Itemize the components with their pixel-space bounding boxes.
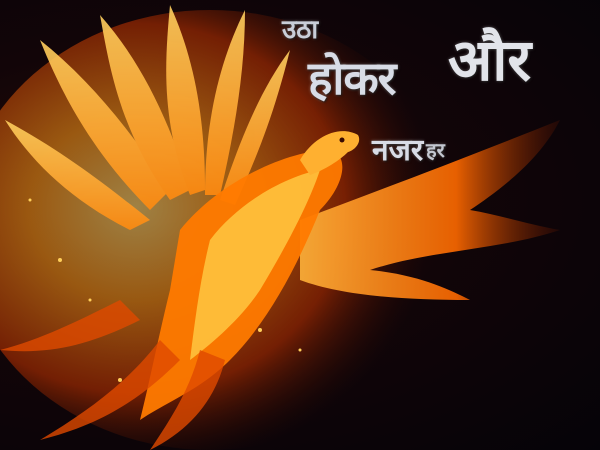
overlay-text-line4: नजर: [372, 133, 424, 168]
overlay-text-line5: हर: [426, 138, 445, 162]
phoenix-eye: [340, 138, 345, 143]
overlay-text-line1: उठा: [282, 15, 319, 45]
overlay-text-line2: होकर: [308, 51, 396, 105]
overlay-text-line3: और: [448, 26, 532, 94]
